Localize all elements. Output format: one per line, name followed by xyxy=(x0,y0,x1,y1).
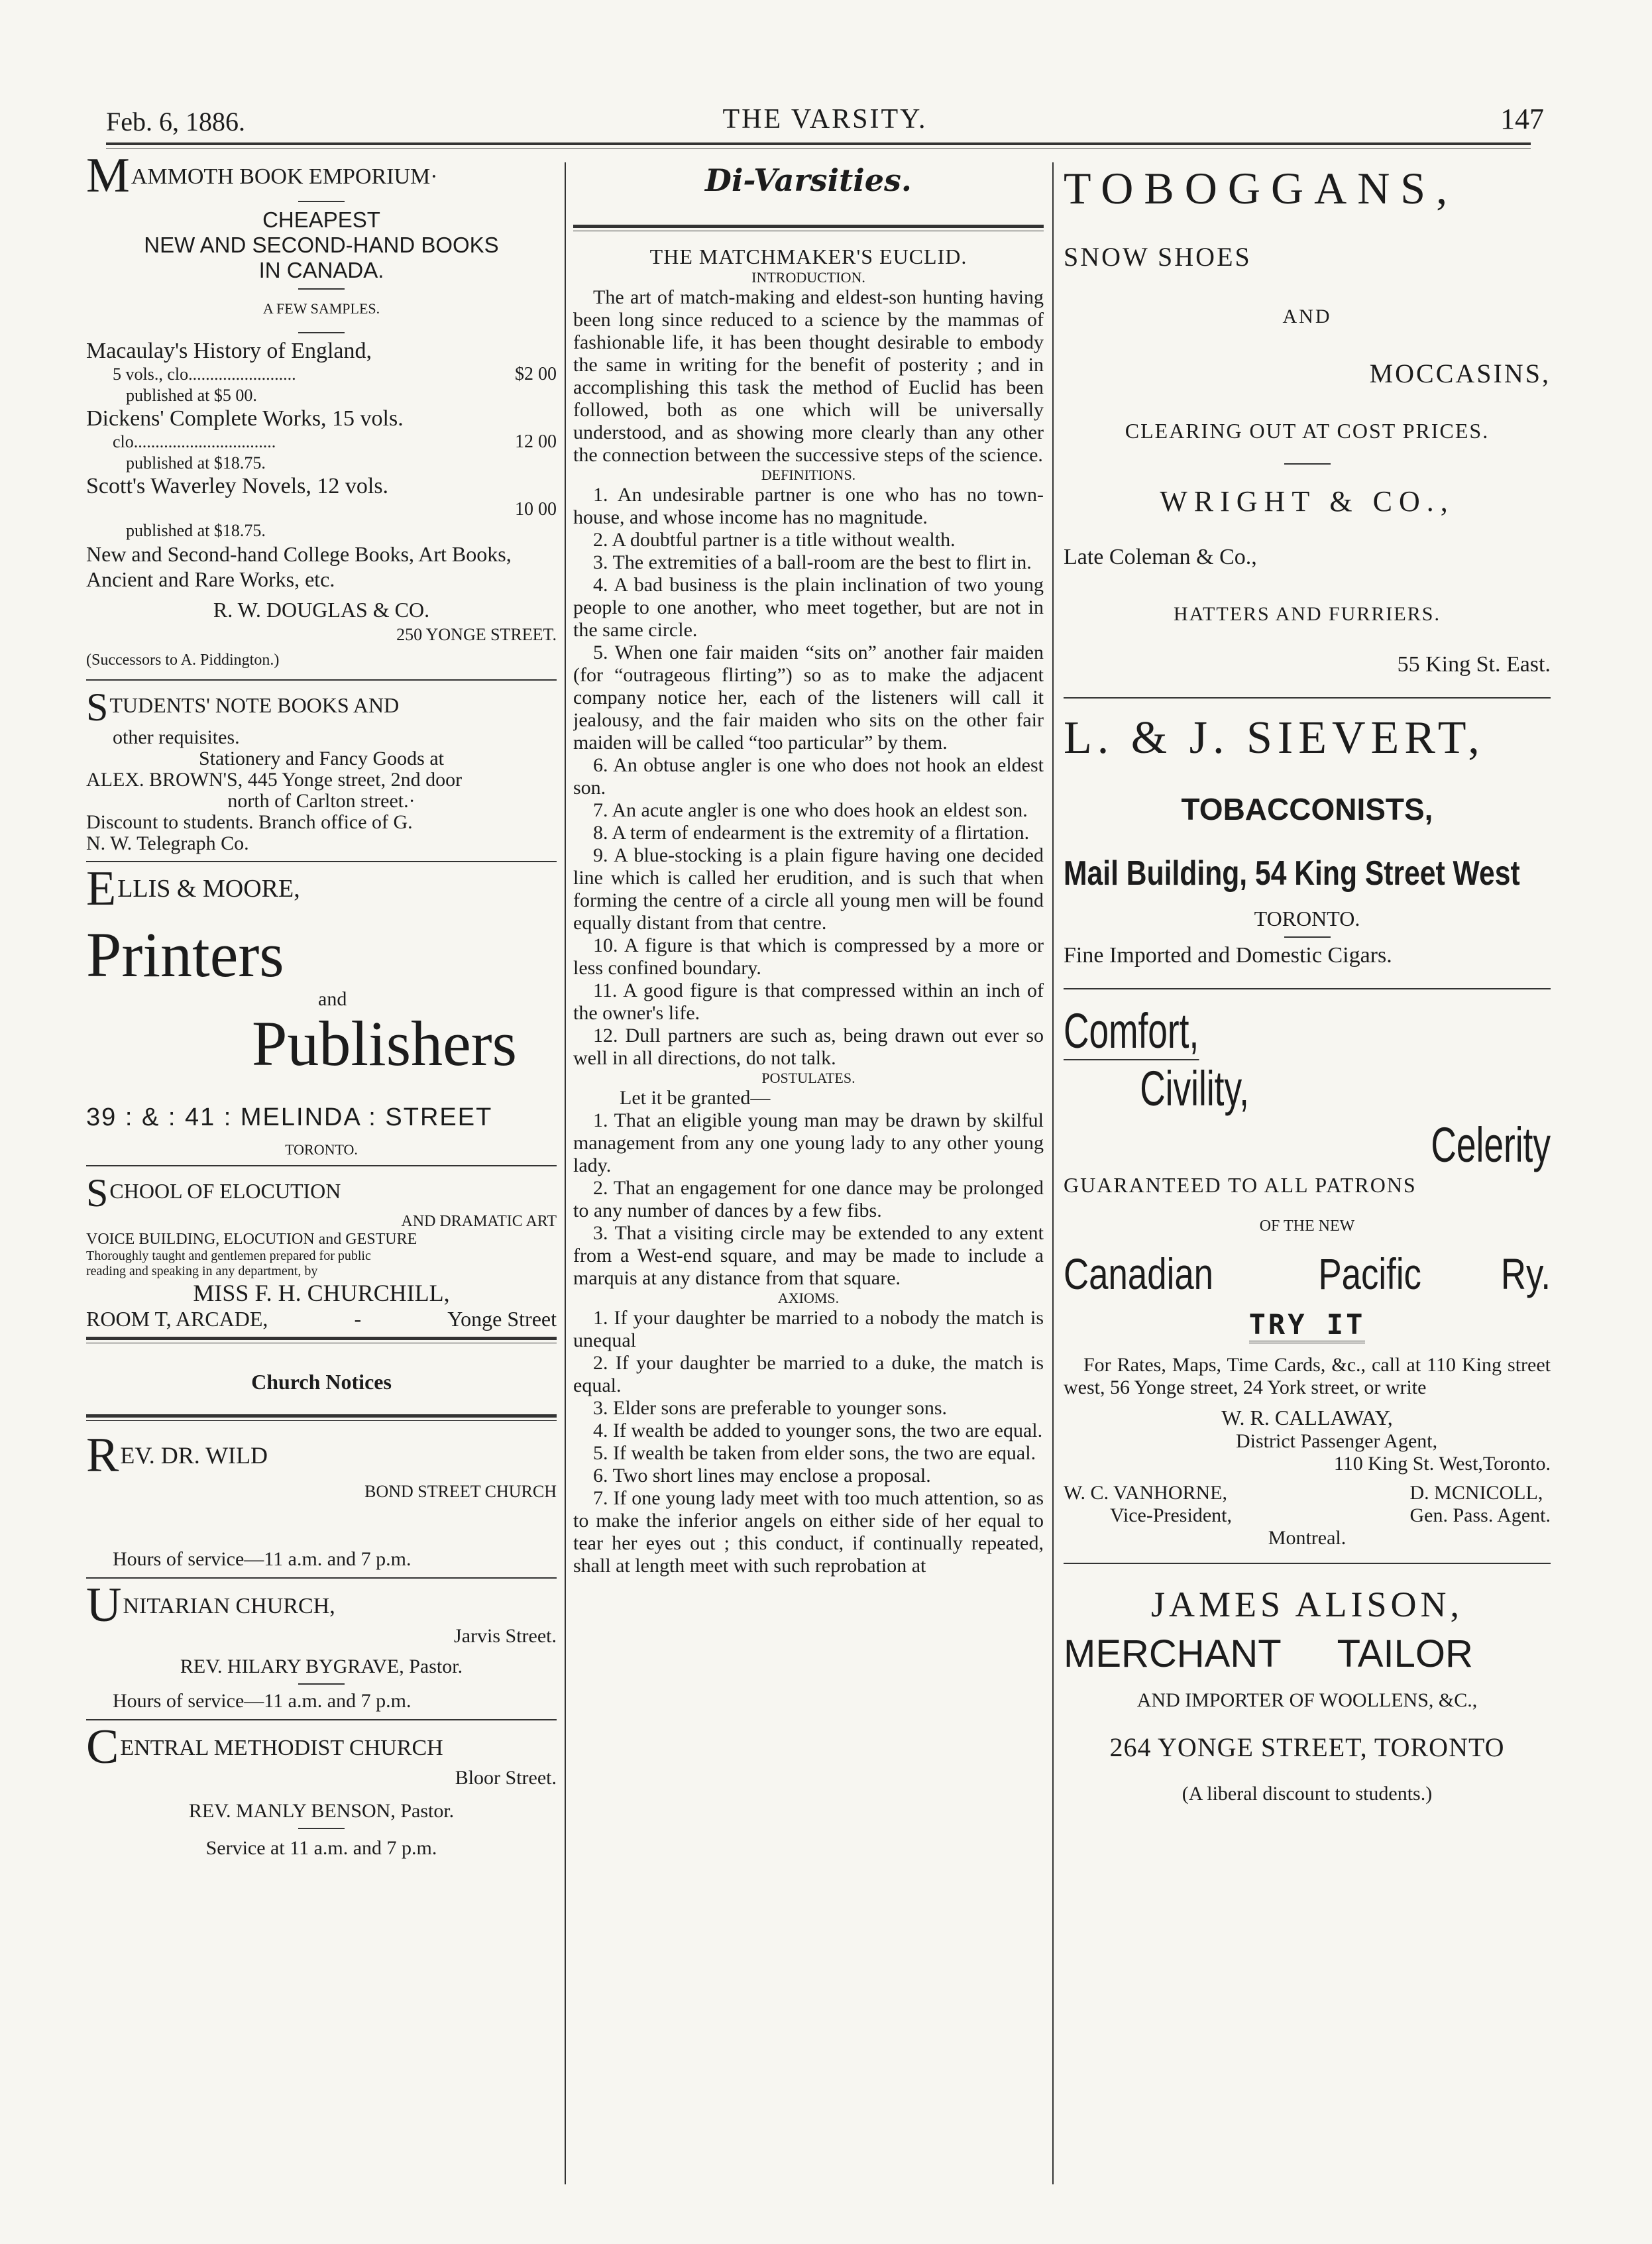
ad-line: VOICE BUILDING, ELOCUTION and GESTURE xyxy=(86,1231,417,1248)
axiom-item: 5. If wealth be taken from elder sons, the two are equal. xyxy=(593,1442,1036,1464)
postulate-item: 2. That an engagement for one dance may be prolonged to any number of dances by a few fibs. xyxy=(573,1177,1044,1221)
notice-title: EV. DR. WILD xyxy=(120,1442,268,1469)
book-price-row xyxy=(86,499,557,520)
ad-canadian-pacific xyxy=(1064,996,1551,1549)
definition-item: 10. A figure is that which is compressed by a more or less confined boundary. xyxy=(573,934,1044,979)
ad-title: CHOOL OF ELOCUTION xyxy=(109,1179,341,1203)
axiom-item: 3. Elder sons are preferable to younger sons. xyxy=(593,1397,947,1419)
issue-date: Feb. 6, 1886. xyxy=(106,107,245,137)
notice-title: ENTRAL METHODIST CHURCH xyxy=(120,1736,443,1760)
ad-address: Mail Building, 54 King Street West xyxy=(1064,854,1520,893)
ad-text: New and Second-hand College Books, Art Books, Ancient and Rare Works, etc. xyxy=(86,542,512,591)
column-right xyxy=(1064,156,1551,2191)
officer-title: Gen. Pass. Agent. xyxy=(1409,1504,1551,1526)
divider xyxy=(573,225,1044,228)
cpr-of-new: OF THE NEW xyxy=(1259,1217,1355,1235)
axiom-item: 7. If one young lady meet with too much attention, so as to make the inferior angels on either side of her equal to tear her eyes out ; this conduct, if continually repeated, shall at length meet with such reprobation at xyxy=(573,1487,1044,1577)
service-hours: Hours of service—11 a.m. and 7 p.m. xyxy=(113,1690,412,1712)
firm-address: 55 King St. East. xyxy=(1397,652,1551,677)
ad-trade: TOBACCONISTS, xyxy=(1181,792,1433,826)
ad-address: 39 : & : 41 : MELINDA : STREET xyxy=(86,1103,493,1131)
book-detail xyxy=(86,499,113,520)
firm-trade: HATTERS AND FURRIERS. xyxy=(1174,603,1441,625)
publishers-word: Publishers xyxy=(251,1008,517,1079)
ad-line: Discount to students. Branch office of G. xyxy=(86,811,413,833)
axioms-list xyxy=(573,1307,1044,1577)
book-title: Scott's Waverley Novels, 12 vols. xyxy=(86,474,389,498)
definition-item: 3. The extremities of a ball-room are the best to flirt in. xyxy=(593,551,1032,573)
firm-note: Late Coleman & Co., xyxy=(1064,545,1257,569)
cpr-city: Montreal. xyxy=(1268,1527,1347,1549)
ad-school-of-elocution xyxy=(86,1173,557,1331)
divider xyxy=(1284,936,1331,938)
dropcap: R xyxy=(86,1428,119,1483)
and-word: and xyxy=(318,988,347,1010)
ad-title: TUDENTS' NOTE BOOKS AND xyxy=(109,693,400,717)
printers-word: Printers xyxy=(86,919,284,990)
service-hours: Service at 11 a.m. and 7 p.m. xyxy=(205,1837,437,1859)
divider xyxy=(86,1337,557,1340)
divider xyxy=(1284,463,1331,465)
church-street: Bloor Street. xyxy=(455,1767,557,1789)
ad-title: TOBOGGANS, xyxy=(1064,163,1459,213)
masthead xyxy=(106,99,1544,139)
header-rule xyxy=(106,142,1531,145)
book-note: published at $5 00. xyxy=(126,386,257,405)
dropcap: S xyxy=(86,685,109,729)
divider xyxy=(1064,697,1551,699)
dropcap: M xyxy=(86,156,130,203)
postulates-list xyxy=(573,1109,1044,1290)
firm-note: (Successors to A. Piddington.) xyxy=(86,651,280,669)
notice-central-methodist xyxy=(86,1720,557,1860)
divider xyxy=(86,1420,557,1421)
room-text: ROOM T, ARCADE, xyxy=(86,1307,268,1331)
definition-item: 8. A term of endearment is the extremity of a flirtation. xyxy=(593,822,1030,844)
dropcap: C xyxy=(86,1720,119,1774)
ad-line: AND xyxy=(1282,306,1332,327)
postulates-intro: Let it be granted— xyxy=(620,1087,771,1109)
definition-item: 1. An undesirable partner is one who has no town-house, and whose income has no magnitude. xyxy=(573,484,1044,528)
ad-line: other requisites. xyxy=(113,726,240,748)
book-title: Macaulay's History of England, xyxy=(86,339,372,363)
cpr-word-celerity: Celerity xyxy=(1431,1117,1551,1172)
officer-name: D. MCNICOLL, xyxy=(1409,1482,1543,1504)
service-hours: Hours of service—11 a.m. and 7 p.m. xyxy=(113,1548,412,1570)
pastor: REV. MANLY BENSON, Pastor. xyxy=(188,1800,455,1822)
ad-line: N. W. Telegraph Co. xyxy=(86,832,249,854)
book-note: published at $18.75. xyxy=(126,453,266,473)
book-price-row xyxy=(86,431,557,453)
ad-line: Stationery and Fancy Goods at xyxy=(199,748,444,769)
definition-item: 11. A good figure is that compressed within an inch of the owner's life. xyxy=(573,980,1044,1024)
ad-toboggans xyxy=(1064,162,1551,677)
rail-word: Canadian xyxy=(1064,1249,1214,1298)
subhead-axioms: AXIOMS. xyxy=(777,1290,840,1306)
postulate-item: 3. That a visiting circle may be extended to any extent from a West-end square, and may be made to include a marquis at any distance from that square. xyxy=(573,1222,1044,1289)
firm-name: R. W. DOUGLAS & CO. xyxy=(213,598,430,622)
ad-line: NEW AND SECOND-HAND BOOKS xyxy=(144,233,499,257)
rail-word: Pacific xyxy=(1317,1249,1421,1298)
book-detail: clo................................. xyxy=(113,432,276,451)
header-rule-thin xyxy=(106,148,1531,149)
ad-address: 264 YONGE STREET, TORONTO xyxy=(1109,1732,1505,1762)
ad-location xyxy=(86,1307,557,1331)
definition-item: 9. A blue-stocking is a plain figure having one decided line which is called her erudition, and is such that when forming the centre of a circle all young men will be found equally distant from that centre. xyxy=(573,844,1044,934)
postulate-item: 1. That an eligible young man may be drawn by skilful management from any one young lady to any other young lady. xyxy=(573,1109,1044,1176)
divider xyxy=(86,1719,557,1720)
teacher-name: MISS F. H. CHURCHILL, xyxy=(193,1280,450,1306)
officer-name: W. C. VANHORNE, xyxy=(1064,1482,1227,1504)
ad-line: CLEARING OUT AT COST PRICES. xyxy=(1125,419,1490,443)
definitions-list xyxy=(573,484,1044,1070)
ad-subhead: A FEW SAMPLES. xyxy=(262,300,380,317)
officer-title: Vice-President, xyxy=(1110,1504,1232,1526)
ad-subtitle: AND DRAMATIC ART xyxy=(401,1213,557,1230)
agent-address: 110 King St. West,Toronto. xyxy=(1333,1453,1551,1475)
ad-line: Fine Imported and Domestic Cigars. xyxy=(1064,943,1392,968)
firm-address: 250 YONGE STREET. xyxy=(396,625,557,644)
ad-line: AND IMPORTER OF WOOLLENS, &C., xyxy=(1136,1689,1478,1711)
cpr-rates: For Rates, Maps, Time Cards, &c., call at 110 King street west, 56 Yonge street, 24 York street, or write xyxy=(1064,1354,1551,1398)
axiom-item: 1. If your daughter be married to a nobody the match is unequal xyxy=(573,1307,1044,1351)
ad-title: LLIS & MOORE, xyxy=(117,875,300,903)
church-notices-heading: Church Notices xyxy=(251,1370,392,1394)
ad-james-alison xyxy=(1064,1584,1551,1805)
ad-trade: MERCHANT TAILOR xyxy=(1064,1632,1473,1675)
cpr-officers xyxy=(1064,1482,1551,1527)
divider xyxy=(86,1577,557,1579)
ad-line: MOCCASINS, xyxy=(1369,359,1551,388)
article-intro: The art of match-making and eldest-son hunting having been long since reduced to a science by the mammas of fashionable life, it has been thought desirable to embody the same in writing for the benefit of posterity ; and in accomplishing this task the method of Euclid has been followed, both as one which will be universally understood, and as showing more clearly than any other the connection between the successive steps of the science. xyxy=(573,286,1044,466)
dropcap: U xyxy=(86,1578,122,1632)
book-price: 10 00 xyxy=(515,499,557,520)
axiom-item: 6. Two short lines may enclose a proposal. xyxy=(593,1465,931,1487)
definition-item: 12. Dull partners are such as, being drawn out ever so well in all directions, do not talk. xyxy=(573,1025,1044,1069)
ad-title: AMMOTH BOOK EMPORIUM· xyxy=(131,164,438,189)
book-note: published at $18.75. xyxy=(126,521,266,540)
axiom-item: 4. If wealth be added to younger sons, the two are equal. xyxy=(593,1420,1043,1441)
rail-word: Ry. xyxy=(1500,1249,1551,1298)
notice-title: NITARIAN CHURCH, xyxy=(123,1594,335,1618)
cpr-word-civility: Civility, xyxy=(1140,1061,1249,1116)
subhead-postulates: POSTULATES. xyxy=(761,1070,855,1086)
dropcap: S xyxy=(86,1171,109,1215)
notice-unitarian-church xyxy=(86,1578,557,1712)
divider xyxy=(298,332,345,333)
try-it-text: TRY IT xyxy=(1249,1308,1366,1343)
ad-line: ALEX. BROWN'S, 445 Yonge street, 2nd door xyxy=(86,769,463,791)
divider xyxy=(298,1683,345,1685)
ad-line: IN CANADA. xyxy=(258,258,384,282)
divider xyxy=(86,679,557,681)
cpr-railway-name xyxy=(1064,1249,1551,1299)
church-street: Jarvis Street. xyxy=(454,1625,557,1647)
ad-mammoth-book-emporium xyxy=(86,156,557,673)
divider xyxy=(298,288,345,290)
column-divider-1 xyxy=(565,162,566,2184)
cpr-try-it xyxy=(1064,1308,1551,1341)
section-heading: Di-Varsities. xyxy=(705,162,912,198)
ad-city: TORONTO. xyxy=(285,1141,358,1158)
ad-title: JAMES ALISON, xyxy=(1150,1585,1464,1624)
column-middle xyxy=(573,156,1044,2191)
ad-line: north of Carlton street.· xyxy=(227,790,415,812)
ad-line: reading and speaking in any department, by xyxy=(86,1264,318,1278)
subhead-definitions: DEFINITIONS. xyxy=(761,467,856,483)
dropcap: E xyxy=(86,862,117,916)
book-price-row xyxy=(86,364,557,385)
divider xyxy=(1064,1563,1551,1564)
definition-item: 4. A bad business is the plain inclination of two young people to one another, who meet together, but are not in the same circle. xyxy=(573,574,1044,641)
definition-item: 2. A doubtful partner is a title without wealth. xyxy=(593,529,956,551)
column-left xyxy=(86,156,557,2191)
definition-item: 7. An acute angler is one who does hook an eldest son. xyxy=(593,799,1028,821)
book-list xyxy=(86,339,557,541)
column-divider-2 xyxy=(1052,162,1054,2184)
ad-line: SNOW SHOES xyxy=(1064,242,1252,272)
ad-city: TORONTO. xyxy=(1254,907,1360,930)
ad-sievert xyxy=(1064,712,1551,968)
ad-line: Thoroughly taught and gentlemen prepared for public xyxy=(86,1249,371,1263)
divider xyxy=(298,201,345,202)
agent-title: District Passenger Agent, xyxy=(1236,1430,1438,1452)
officer-gpa xyxy=(1410,1482,1551,1527)
street-text: Yonge Street xyxy=(447,1307,557,1331)
definition-item: 6. An obtuse angler is one who does not hook an eldest son. xyxy=(573,754,1044,799)
book-price: $2 00 xyxy=(515,364,557,384)
ad-line: CHEAPEST xyxy=(262,207,380,232)
divider xyxy=(298,1828,345,1829)
cpr-guarantee: GUARANTEED TO ALL PATRONS xyxy=(1064,1173,1417,1197)
notice-rev-dr-wild xyxy=(86,1428,557,1571)
divider xyxy=(86,1414,557,1418)
agent-name: W. R. CALLAWAY, xyxy=(1221,1406,1393,1430)
ad-students-note-books xyxy=(86,687,557,854)
pastor: REV. HILARY BYGRAVE, Pastor. xyxy=(180,1655,463,1677)
divider xyxy=(86,861,557,862)
divider xyxy=(86,1165,557,1166)
axiom-item: 2. If your daughter be married to a duke, the match is equal. xyxy=(573,1352,1044,1396)
book-title: Dickens' Complete Works, 15 vols. xyxy=(86,406,404,431)
cpr-word-comfort: Comfort, xyxy=(1064,1003,1199,1060)
firm-name: WRIGHT & CO., xyxy=(1160,485,1455,518)
subhead-introduction: INTRODUCTION. xyxy=(751,269,865,286)
ad-ellis-moore xyxy=(86,862,557,1158)
ad-title: L. & J. SIEVERT, xyxy=(1064,712,1485,763)
paper-title: THE VARSITY. xyxy=(722,104,928,135)
divider xyxy=(1064,988,1551,989)
article-title: THE MATCHMAKER'S EUCLID. xyxy=(649,245,967,268)
page-number: 147 xyxy=(1500,103,1544,135)
ad-note: (A liberal discount to students.) xyxy=(1182,1783,1433,1805)
book-detail: 5 vols., clo......................... xyxy=(113,365,296,384)
book-price: 12 00 xyxy=(515,431,557,452)
definition-item: 5. When one fair maiden “sits on” another fair maiden (for “outrageous flirting”) so as to make the adjacent company notice her, each of the listeners will call it jealousy, and the fair maiden who sits on the other fair maiden will be called “too particular” by them. xyxy=(573,642,1044,754)
officer-vp xyxy=(1064,1482,1232,1527)
church-name: BOND STREET CHURCH xyxy=(364,1482,557,1501)
dash-text: - xyxy=(354,1307,362,1331)
